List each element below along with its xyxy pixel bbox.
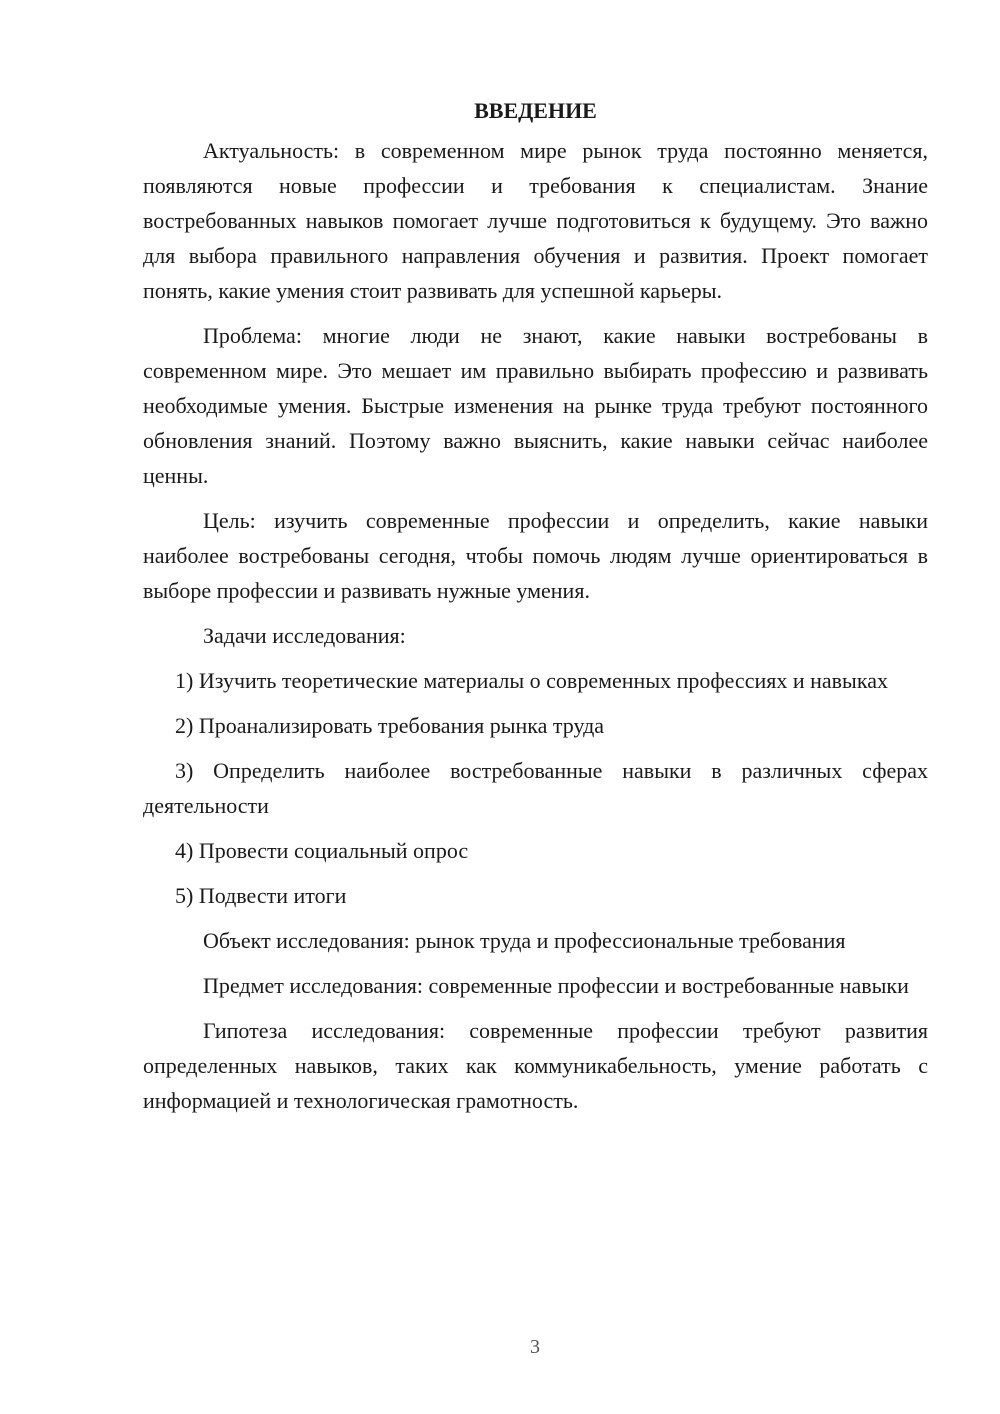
page-number: 3: [530, 1336, 540, 1358]
object-paragraph: Объект исследования: рынок труда и профессиональные требования: [203, 928, 846, 953]
relevance-paragraph: Актуальность: в современном мире рынок труда постоянно меняется, появляются новые профессии и требования к специалистам. Знание востребованных навыков помогает лучше подготовиться к будущему. Это важно для выбора правильного направления обучения и развития. Проект помогает понять, какие умения стоит развивать для успешной карьеры.: [143, 138, 928, 303]
tasks-heading: Задачи исследования:: [203, 623, 406, 648]
document-page: [143, 93, 928, 1118]
hypothesis-paragraph: Гипотеза исследования: современные профессии требуют развития определенных навыков, таких как коммуникабельность, умение работать с информацией и технологическая грамотность.: [143, 1018, 928, 1113]
subject-paragraph: Предмет исследования: современные профессии и востребованные навыки: [203, 973, 909, 998]
goal-paragraph: Цель: изучить современные профессии и определить, какие навыки наиболее востребованы сегодня, чтобы помочь людям лучше ориентироваться в выборе профессии и развивать нужные умения.: [143, 508, 928, 603]
task-item-1: 1) Изучить теоретические материалы о современных профессиях и навыках: [175, 668, 888, 693]
task-item-3: 3) Определить наиболее востребованные навыки в различных сферах деятельности: [143, 758, 928, 818]
task-item-2: 2) Проанализировать требования рынка труда: [175, 713, 605, 738]
task-item-5: 5) Подвести итоги: [175, 883, 347, 908]
section-heading: ВВЕДЕНИЕ: [474, 98, 597, 123]
task-item-4: 4) Провести социальный опрос: [175, 838, 469, 863]
problem-paragraph: Проблема: многие люди не знают, какие навыки востребованы в современном мире. Это мешает им правильно выбирать профессию и развивать необходимые умения. Быстрые изменения на рынке труда требуют постоянного обновления знаний. Поэтому важно выяснить, какие навыки сейчас наиболее ценны.: [143, 323, 928, 488]
